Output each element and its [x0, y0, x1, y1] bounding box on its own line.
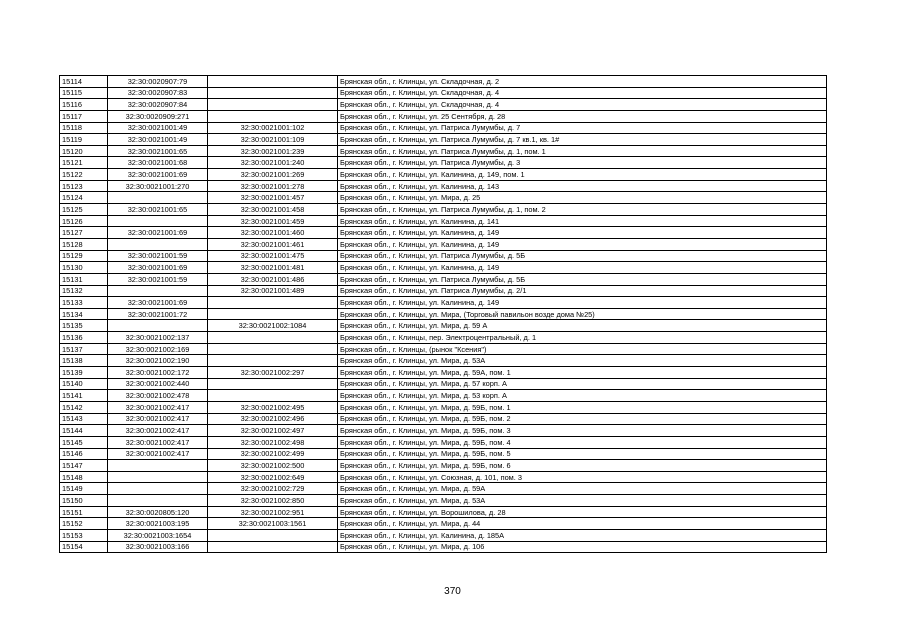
address-cell: Брянская обл., г. Клинцы, ул. 25 Сентября, д. 28 [338, 110, 827, 122]
parcel-cadastral-number-cell: 32:30:0020805:120 [108, 506, 208, 518]
address-cell: Брянская обл., г. Клинцы, ул. Мира, д. 53А [338, 495, 827, 507]
record-number-cell: 15139 [60, 367, 108, 379]
address-cell: Брянская обл., г. Клинцы, ул. Патриса Лумумбы, д. 7 кв.1, кв. 1# [338, 134, 827, 146]
record-number-cell: 15146 [60, 448, 108, 460]
record-number-cell: 15117 [60, 110, 108, 122]
building-cadastral-number-cell: 32:30:0021002:495 [208, 401, 338, 413]
address-cell: Брянская обл., г. Клинцы, ул. Патриса Лумумбы, д. 3 [338, 157, 827, 169]
table-row [60, 471, 827, 483]
building-cadastral-number-cell: 32:30:0021001:102 [208, 122, 338, 134]
table-row [60, 297, 827, 309]
table-row [60, 460, 827, 472]
building-cadastral-number-cell: 32:30:0021001:458 [208, 204, 338, 216]
address-cell: Брянская обл., г. Клинцы, ул. Мира, д. 59Б, пом. 3 [338, 425, 827, 437]
table-row [60, 262, 827, 274]
table-row [60, 483, 827, 495]
table-row [60, 145, 827, 157]
table-row [60, 180, 827, 192]
parcel-cadastral-number-cell: 32:30:0021003:166 [108, 541, 208, 553]
record-number-cell: 15121 [60, 157, 108, 169]
record-number-cell: 15134 [60, 308, 108, 320]
table-row [60, 215, 827, 227]
building-cadastral-number-cell: 32:30:0021002:297 [208, 367, 338, 379]
address-cell: Брянская обл., г. Клинцы, ул. Мира, д. 59Б, пом. 6 [338, 460, 827, 472]
parcel-cadastral-number-cell: 32:30:0020907:84 [108, 99, 208, 111]
parcel-cadastral-number-cell: 32:30:0021001:59 [108, 273, 208, 285]
table-row [60, 250, 827, 262]
parcel-cadastral-number-cell [108, 471, 208, 483]
parcel-cadastral-number-cell: 32:30:0021003:195 [108, 518, 208, 530]
building-cadastral-number-cell: 32:30:0021001:240 [208, 157, 338, 169]
building-cadastral-number-cell: 32:30:0021001:460 [208, 227, 338, 239]
record-number-cell: 15124 [60, 192, 108, 204]
record-number-cell: 15150 [60, 495, 108, 507]
address-cell: Брянская обл., г. Клинцы, ул. Патриса Лумумбы, д. 1, пом. 2 [338, 204, 827, 216]
building-cadastral-number-cell [208, 110, 338, 122]
table-row [60, 495, 827, 507]
building-cadastral-number-cell: 32:30:0021002:497 [208, 425, 338, 437]
parcel-cadastral-number-cell [108, 320, 208, 332]
parcel-cadastral-number-cell: 32:30:0021001:49 [108, 122, 208, 134]
address-cell: Брянская обл., г. Клинцы, ул. Патриса Лумумбы, д. 2/1 [338, 285, 827, 297]
record-number-cell: 15126 [60, 215, 108, 227]
page-number: 370 [444, 586, 461, 597]
table-row [60, 401, 827, 413]
address-cell: Брянская обл., г. Клинцы, ул. Мира, (Торговый павильон возде дома №25) [338, 308, 827, 320]
address-cell: Брянская обл., г. Клинцы, ул. Мира, д. 106 [338, 541, 827, 553]
parcel-cadastral-number-cell: 32:30:0021002:137 [108, 332, 208, 344]
building-cadastral-number-cell [208, 378, 338, 390]
record-number-cell: 15149 [60, 483, 108, 495]
parcel-cadastral-number-cell: 32:30:0021001:65 [108, 145, 208, 157]
record-number-cell: 15141 [60, 390, 108, 402]
table-row [60, 367, 827, 379]
table-row [60, 332, 827, 344]
address-cell: Брянская обл., г. Клинцы, ул. Патриса Лумумбы, д. 5Б [338, 273, 827, 285]
table-row [60, 87, 827, 99]
address-cell: Брянская обл., г. Клинцы, пер. Электроцентральный, д. 1 [338, 332, 827, 344]
building-cadastral-number-cell: 32:30:0021002:951 [208, 506, 338, 518]
record-number-cell: 15119 [60, 134, 108, 146]
building-cadastral-number-cell: 32:30:0021001:461 [208, 238, 338, 250]
record-number-cell: 15131 [60, 273, 108, 285]
record-number-cell: 15148 [60, 471, 108, 483]
address-cell: Брянская обл., г. Клинцы, ул. Калинина, д. 149 [338, 262, 827, 274]
parcel-cadastral-number-cell: 32:30:0021002:417 [108, 425, 208, 437]
parcel-cadastral-number-cell: 32:30:0021002:190 [108, 355, 208, 367]
parcel-cadastral-number-cell: 32:30:0021002:172 [108, 367, 208, 379]
address-cell: Брянская обл., г. Клинцы, ул. Мира, д. 59Б, пом. 2 [338, 413, 827, 425]
building-cadastral-number-cell: 32:30:0021001:475 [208, 250, 338, 262]
address-cell: Брянская обл., г. Клинцы, ул. Патриса Лумумбы, д. 5Б [338, 250, 827, 262]
table-row [60, 390, 827, 402]
record-number-cell: 15125 [60, 204, 108, 216]
parcel-cadastral-number-cell [108, 238, 208, 250]
registry-table-body [60, 76, 827, 553]
building-cadastral-number-cell [208, 390, 338, 402]
table-row [60, 76, 827, 88]
address-cell: Брянская обл., г. Клинцы, ул. Мира, д. 57 корп. А [338, 378, 827, 390]
parcel-cadastral-number-cell [108, 215, 208, 227]
record-number-cell: 15143 [60, 413, 108, 425]
parcel-cadastral-number-cell: 32:30:0020907:83 [108, 87, 208, 99]
record-number-cell: 15132 [60, 285, 108, 297]
record-number-cell: 15115 [60, 87, 108, 99]
table-row [60, 413, 827, 425]
record-number-cell: 15136 [60, 332, 108, 344]
table-row [60, 273, 827, 285]
record-number-cell: 15127 [60, 227, 108, 239]
building-cadastral-number-cell: 32:30:0021001:457 [208, 192, 338, 204]
address-cell: Брянская обл., г. Клинцы, ул. Калинина, д. 149, пом. 1 [338, 169, 827, 181]
parcel-cadastral-number-cell: 32:30:0020907:79 [108, 76, 208, 88]
address-cell: Брянская обл., г. Клинцы, ул. Калинина, д. 149 [338, 238, 827, 250]
parcel-cadastral-number-cell [108, 285, 208, 297]
building-cadastral-number-cell: 32:30:0021001:109 [208, 134, 338, 146]
parcel-cadastral-number-cell: 32:30:0021001:49 [108, 134, 208, 146]
parcel-cadastral-number-cell: 32:30:0021001:69 [108, 262, 208, 274]
parcel-cadastral-number-cell: 32:30:0021001:270 [108, 180, 208, 192]
address-cell: Брянская обл., г. Клинцы, ул. Складочная, д. 4 [338, 87, 827, 99]
address-cell: Брянская обл., г. Клинцы, ул. Ворошилова, д. 28 [338, 506, 827, 518]
table-row [60, 425, 827, 437]
table-row [60, 99, 827, 111]
table-row [60, 204, 827, 216]
record-number-cell: 15122 [60, 169, 108, 181]
building-cadastral-number-cell: 32:30:0021001:278 [208, 180, 338, 192]
table-row [60, 110, 827, 122]
building-cadastral-number-cell [208, 355, 338, 367]
parcel-cadastral-number-cell: 32:30:0021002:417 [108, 413, 208, 425]
address-cell: Брянская обл., г. Клинцы, ул. Союзная, д. 101, пом. 3 [338, 471, 827, 483]
record-number-cell: 15147 [60, 460, 108, 472]
parcel-cadastral-number-cell: 32:30:0021001:69 [108, 297, 208, 309]
building-cadastral-number-cell [208, 529, 338, 541]
record-number-cell: 15114 [60, 76, 108, 88]
parcel-cadastral-number-cell: 32:30:0021001:68 [108, 157, 208, 169]
parcel-cadastral-number-cell: 32:30:0021003:1654 [108, 529, 208, 541]
record-number-cell: 15151 [60, 506, 108, 518]
parcel-cadastral-number-cell: 32:30:0021001:65 [108, 204, 208, 216]
address-cell: Брянская обл., г. Клинцы, ул. Калинина, д. 185А [338, 529, 827, 541]
parcel-cadastral-number-cell [108, 483, 208, 495]
record-number-cell: 15154 [60, 541, 108, 553]
parcel-cadastral-number-cell: 32:30:0020909:271 [108, 110, 208, 122]
building-cadastral-number-cell [208, 343, 338, 355]
address-cell: Брянская обл., г. Клинцы, ул. Складочная, д. 2 [338, 76, 827, 88]
address-cell: Брянская обл., г. Клинцы, ул. Калинина, д. 141 [338, 215, 827, 227]
building-cadastral-number-cell: 32:30:0021001:239 [208, 145, 338, 157]
address-cell: Брянская обл., г. Клинцы, ул. Складочная, д. 4 [338, 99, 827, 111]
record-number-cell: 15138 [60, 355, 108, 367]
building-cadastral-number-cell [208, 87, 338, 99]
building-cadastral-number-cell: 32:30:0021001:489 [208, 285, 338, 297]
table-row [60, 308, 827, 320]
parcel-cadastral-number-cell: 32:30:0021002:417 [108, 436, 208, 448]
record-number-cell: 15116 [60, 99, 108, 111]
address-cell: Брянская обл., г. Клинцы, ул. Калинина, д. 149 [338, 227, 827, 239]
record-number-cell: 15144 [60, 425, 108, 437]
table-row [60, 518, 827, 530]
address-cell: Брянская обл., г. Клинцы, ул. Мира, д. 59А, пом. 1 [338, 367, 827, 379]
table-row [60, 529, 827, 541]
building-cadastral-number-cell [208, 541, 338, 553]
address-cell: Брянская обл., г. Клинцы, ул. Калинина, д. 143 [338, 180, 827, 192]
address-cell: Брянская обл., г. Клинцы, ул. Мира, д. 59 А [338, 320, 827, 332]
building-cadastral-number-cell: 32:30:0021002:729 [208, 483, 338, 495]
building-cadastral-number-cell: 32:30:0021002:500 [208, 460, 338, 472]
table-row [60, 355, 827, 367]
address-cell: Брянская обл., г. Клинцы, ул. Мира, д. 44 [338, 518, 827, 530]
parcel-cadastral-number-cell: 32:30:0021002:417 [108, 401, 208, 413]
record-number-cell: 15130 [60, 262, 108, 274]
table-row [60, 378, 827, 390]
record-number-cell: 15142 [60, 401, 108, 413]
address-cell: Брянская обл., г. Клинцы, (рынок "Ксения") [338, 343, 827, 355]
record-number-cell: 15145 [60, 436, 108, 448]
parcel-cadastral-number-cell [108, 460, 208, 472]
address-cell: Брянская обл., г. Клинцы, ул. Мира, д. 59Б, пом. 5 [338, 448, 827, 460]
building-cadastral-number-cell: 32:30:0021002:499 [208, 448, 338, 460]
table-row [60, 227, 827, 239]
address-cell: Брянская обл., г. Клинцы, ул. Патриса Лумумбы, д. 7 [338, 122, 827, 134]
address-cell: Брянская обл., г. Клинцы, ул. Мира, д. 59А [338, 483, 827, 495]
building-cadastral-number-cell: 32:30:0021003:1561 [208, 518, 338, 530]
parcel-cadastral-number-cell: 32:30:0021001:59 [108, 250, 208, 262]
building-cadastral-number-cell: 32:30:0021001:481 [208, 262, 338, 274]
parcel-cadastral-number-cell: 32:30:0021002:440 [108, 378, 208, 390]
parcel-cadastral-number-cell: 32:30:0021001:69 [108, 227, 208, 239]
building-cadastral-number-cell: 32:30:0021002:649 [208, 471, 338, 483]
record-number-cell: 15129 [60, 250, 108, 262]
record-number-cell: 15120 [60, 145, 108, 157]
building-cadastral-number-cell [208, 297, 338, 309]
table-row [60, 541, 827, 553]
parcel-cadastral-number-cell [108, 495, 208, 507]
parcel-cadastral-number-cell: 32:30:0021002:169 [108, 343, 208, 355]
parcel-cadastral-number-cell: 32:30:0021001:69 [108, 169, 208, 181]
parcel-cadastral-number-cell: 32:30:0021001:72 [108, 308, 208, 320]
building-cadastral-number-cell [208, 308, 338, 320]
record-number-cell: 15140 [60, 378, 108, 390]
table-row [60, 320, 827, 332]
table-row [60, 192, 827, 204]
address-cell: Брянская обл., г. Клинцы, ул. Мира, д. 59Б, пом. 1 [338, 401, 827, 413]
table-row [60, 238, 827, 250]
table-row [60, 157, 827, 169]
table-row [60, 169, 827, 181]
record-number-cell: 15118 [60, 122, 108, 134]
building-cadastral-number-cell: 32:30:0021002:850 [208, 495, 338, 507]
address-cell: Брянская обл., г. Клинцы, ул. Калинина, д. 149 [338, 297, 827, 309]
building-cadastral-number-cell [208, 76, 338, 88]
building-cadastral-number-cell: 32:30:0021002:1084 [208, 320, 338, 332]
building-cadastral-number-cell: 32:30:0021002:496 [208, 413, 338, 425]
table-row [60, 343, 827, 355]
table-row [60, 436, 827, 448]
address-cell: Брянская обл., г. Клинцы, ул. Мира, д. 59Б, пом. 4 [338, 436, 827, 448]
record-number-cell: 15153 [60, 529, 108, 541]
record-number-cell: 15133 [60, 297, 108, 309]
address-cell: Брянская обл., г. Клинцы, ул. Мира, д. 53А [338, 355, 827, 367]
record-number-cell: 15123 [60, 180, 108, 192]
building-cadastral-number-cell [208, 332, 338, 344]
parcel-cadastral-number-cell: 32:30:0021002:417 [108, 448, 208, 460]
address-cell: Брянская обл., г. Клинцы, ул. Патриса Лумумбы, д. 1, пом. 1 [338, 145, 827, 157]
property-registry-table [59, 75, 827, 553]
address-cell: Брянская обл., г. Клинцы, ул. Мира, д. 25 [338, 192, 827, 204]
table-row [60, 506, 827, 518]
record-number-cell: 15137 [60, 343, 108, 355]
building-cadastral-number-cell: 32:30:0021001:459 [208, 215, 338, 227]
table-row [60, 134, 827, 146]
building-cadastral-number-cell: 32:30:0021002:498 [208, 436, 338, 448]
record-number-cell: 15152 [60, 518, 108, 530]
record-number-cell: 15135 [60, 320, 108, 332]
building-cadastral-number-cell: 32:30:0021001:269 [208, 169, 338, 181]
table-row [60, 285, 827, 297]
building-cadastral-number-cell [208, 99, 338, 111]
parcel-cadastral-number-cell: 32:30:0021002:478 [108, 390, 208, 402]
address-cell: Брянская обл., г. Клинцы, ул. Мира, д. 53 корп. А [338, 390, 827, 402]
parcel-cadastral-number-cell [108, 192, 208, 204]
table-row [60, 122, 827, 134]
table-row [60, 448, 827, 460]
building-cadastral-number-cell: 32:30:0021001:486 [208, 273, 338, 285]
record-number-cell: 15128 [60, 238, 108, 250]
